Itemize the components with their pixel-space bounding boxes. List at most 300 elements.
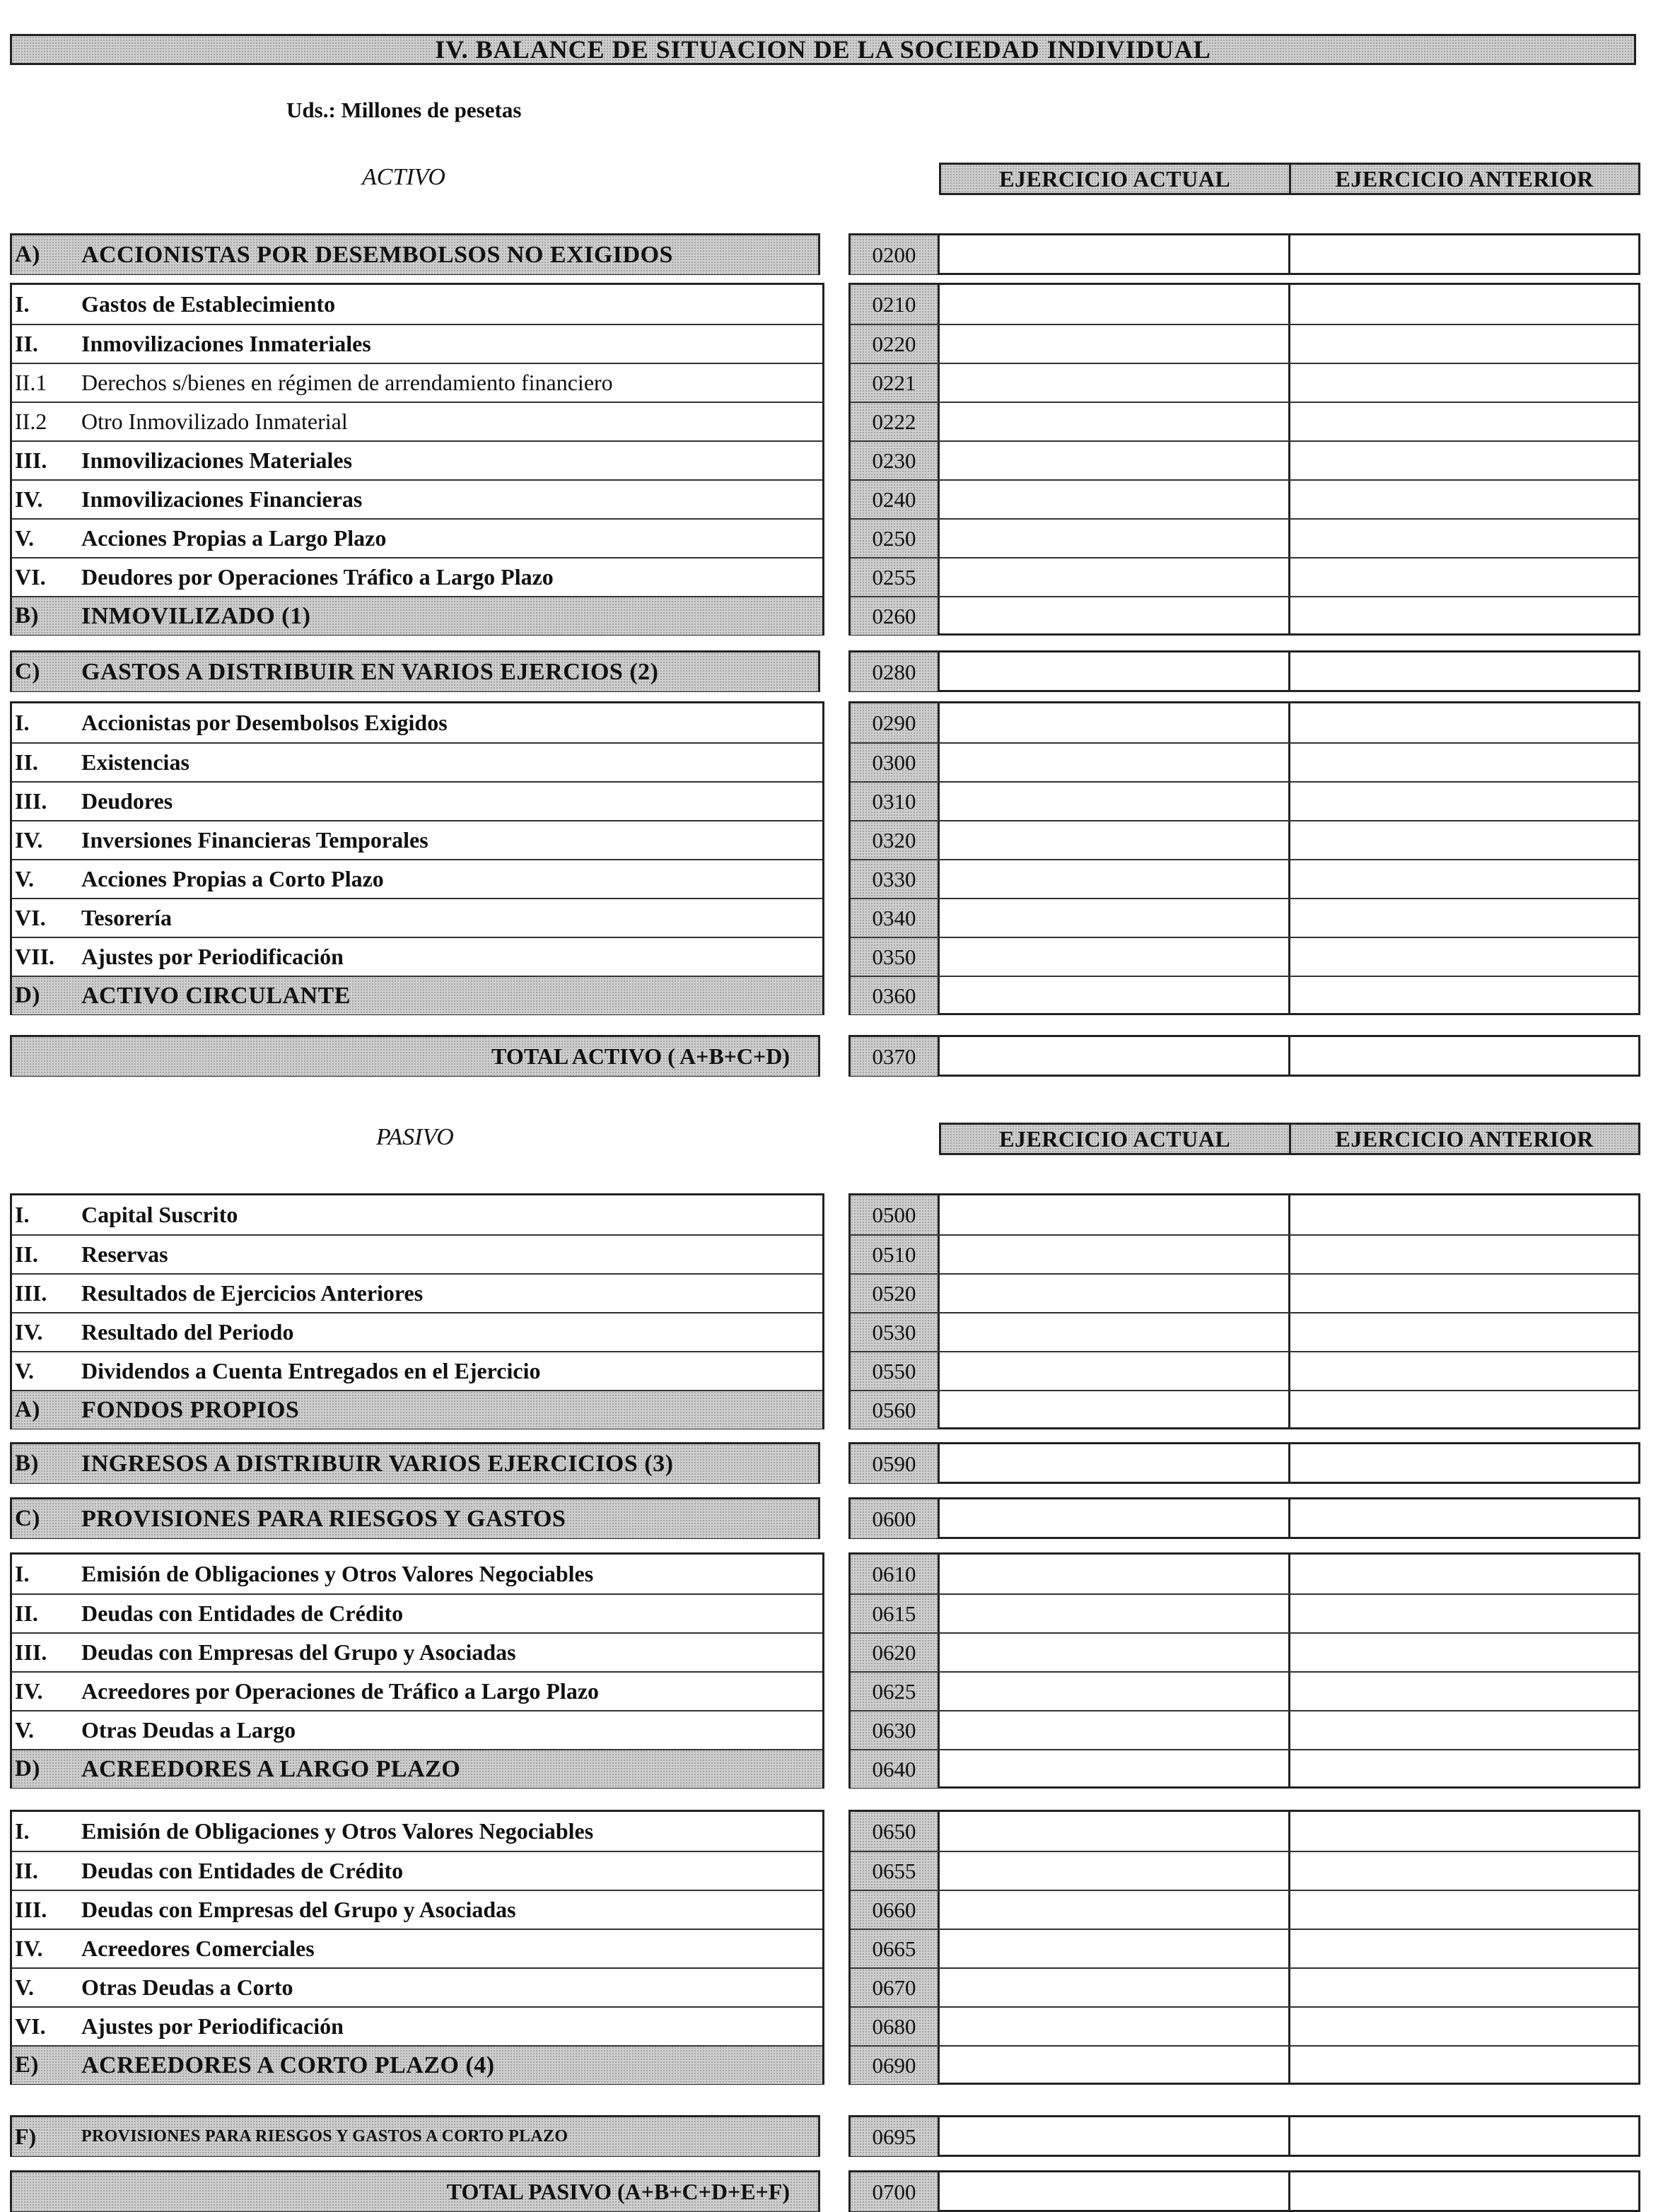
pasivo-value-block bbox=[848, 1442, 1640, 1484]
activo-label-block bbox=[10, 233, 820, 275]
line-item-row bbox=[12, 781, 822, 820]
value-row bbox=[851, 898, 1638, 937]
ejercicio-actual-cell[interactable] bbox=[940, 1812, 1288, 1851]
ejercicio-anterior-cell[interactable] bbox=[1288, 1236, 1639, 1273]
ejercicio-anterior-cell[interactable] bbox=[1288, 1275, 1639, 1312]
ejercicio-actual-cell[interactable] bbox=[940, 2008, 1288, 2045]
line-code: 0340 bbox=[851, 899, 940, 937]
line-item-number: B) bbox=[15, 603, 39, 628]
value-row bbox=[851, 440, 1638, 479]
ejercicio-anterior-cell[interactable] bbox=[1288, 783, 1639, 820]
line-item-row bbox=[12, 402, 822, 440]
line-item-label: Deudores bbox=[81, 788, 173, 814]
ejercicio-anterior-cell[interactable] bbox=[1288, 899, 1639, 937]
line-item-label: INGRESOS A DISTRIBUIR VARIOS EJERCICIOS (3) bbox=[81, 1450, 674, 1477]
ejercicio-anterior-cell[interactable] bbox=[1288, 703, 1639, 742]
ejercicio-actual-cell[interactable] bbox=[940, 1930, 1288, 1967]
ejercicio-actual-cell[interactable] bbox=[940, 938, 1288, 976]
line-item-number: D) bbox=[15, 983, 40, 1008]
activo-label-block bbox=[10, 701, 824, 1015]
line-item-label: Resultados de Ejercicios Anteriores bbox=[81, 1280, 424, 1306]
ejercicio-actual-cell[interactable] bbox=[940, 1852, 1288, 1890]
ejercicio-anterior-cell[interactable] bbox=[1288, 977, 1639, 1014]
ejercicio-anterior-cell[interactable] bbox=[1288, 1595, 1639, 1632]
line-item-label: Inmovilizaciones Materiales bbox=[81, 447, 353, 473]
line-code: 0510 bbox=[851, 1236, 940, 1273]
value-row bbox=[851, 1037, 1638, 1076]
col-ejercicio-actual: EJERCICIO ACTUAL bbox=[941, 1125, 1289, 1153]
pasivo-value-block bbox=[848, 1552, 1640, 1789]
ejercicio-actual-cell[interactable] bbox=[940, 1313, 1288, 1351]
line-item-number: IV. bbox=[15, 486, 43, 512]
value-row bbox=[851, 2172, 1638, 2211]
ejercicio-anterior-cell[interactable] bbox=[1288, 235, 1639, 274]
ejercicio-anterior-cell[interactable] bbox=[1288, 653, 1639, 691]
line-item-number: II.2 bbox=[15, 409, 47, 434]
line-item-label: ACCIONISTAS POR DESEMBOLSOS NO EXIGIDOS bbox=[81, 241, 673, 268]
ejercicio-actual-cell[interactable] bbox=[940, 2047, 1288, 2084]
value-row bbox=[851, 285, 1638, 324]
line-item-row bbox=[12, 898, 822, 937]
line-item-row bbox=[12, 1499, 818, 1538]
ejercicio-actual-cell[interactable] bbox=[940, 1391, 1288, 1429]
line-item-number: III. bbox=[15, 1280, 47, 1306]
line-item-label: Emisión de Obligaciones y Otros Valores Negociables bbox=[81, 1818, 594, 1844]
line-code: 0370 bbox=[851, 1037, 940, 1076]
line-item-label: FONDOS PROPIOS bbox=[81, 1396, 300, 1423]
line-item-label: Reservas bbox=[81, 1241, 168, 1267]
ejercicio-anterior-cell[interactable] bbox=[1288, 558, 1639, 596]
ejercicio-anterior-cell[interactable] bbox=[1288, 597, 1639, 635]
ejercicio-actual-cell[interactable] bbox=[940, 597, 1288, 635]
line-code: 0320 bbox=[851, 821, 940, 859]
line-item-number: IV. bbox=[15, 1678, 43, 1704]
line-item-number: II. bbox=[15, 1241, 38, 1267]
line-item-row bbox=[12, 937, 822, 976]
value-row bbox=[851, 1593, 1638, 1632]
line-code: 0250 bbox=[851, 520, 940, 557]
pasivo-label-block bbox=[10, 2170, 820, 2212]
line-code: 0210 bbox=[851, 285, 940, 324]
line-item-number: B) bbox=[15, 1451, 39, 1476]
value-row bbox=[851, 479, 1638, 518]
line-code: 0520 bbox=[851, 1275, 940, 1312]
line-code: 0260 bbox=[851, 597, 940, 635]
line-code: 0255 bbox=[851, 558, 940, 596]
line-item-row bbox=[12, 1195, 822, 1234]
pasivo-label-block bbox=[10, 2115, 820, 2157]
line-item-label: Dividendos a Cuenta Entregados en el Ejercicio bbox=[81, 1358, 541, 1383]
line-item-label: Acreedores Comerciales bbox=[81, 1936, 315, 1961]
ejercicio-actual-cell[interactable] bbox=[940, 2117, 1288, 2156]
line-item-row bbox=[12, 1632, 822, 1671]
ejercicio-anterior-cell[interactable] bbox=[1288, 2047, 1639, 2084]
value-row bbox=[851, 596, 1638, 635]
line-item-label: Gastos de Establecimiento bbox=[81, 291, 336, 317]
value-row bbox=[851, 1749, 1638, 1788]
line-item-row bbox=[12, 653, 818, 691]
line-item-number: E) bbox=[15, 2052, 39, 2078]
ejercicio-actual-cell[interactable] bbox=[940, 1711, 1288, 1749]
pasivo-label-block bbox=[10, 1193, 824, 1429]
line-item-label: PROVISIONES PARA RIESGOS Y GASTOS A CORTO PLAZO bbox=[81, 2127, 568, 2146]
ejercicio-actual-cell[interactable] bbox=[940, 860, 1288, 898]
line-item-row bbox=[12, 2006, 822, 2045]
line-item-number: I. bbox=[15, 1818, 30, 1844]
line-item-label: Deudas con Entidades de Crédito bbox=[81, 1601, 404, 1626]
activo-value-block bbox=[848, 650, 1640, 692]
line-item-row bbox=[12, 557, 822, 596]
line-item-row bbox=[12, 285, 822, 324]
value-row bbox=[851, 518, 1638, 557]
ejercicio-anterior-cell[interactable] bbox=[1288, 1673, 1639, 1710]
ejercicio-actual-cell[interactable] bbox=[940, 744, 1288, 781]
line-item-number: II. bbox=[15, 749, 38, 775]
value-row bbox=[851, 1967, 1638, 2006]
line-item-label: Accionistas por Desembolsos Exigidos bbox=[81, 710, 448, 735]
ejercicio-actual-cell[interactable] bbox=[940, 1891, 1288, 1929]
activo-value-block bbox=[848, 701, 1640, 1015]
value-row bbox=[851, 859, 1638, 898]
line-code: 0222 bbox=[851, 403, 940, 440]
ejercicio-anterior-cell[interactable] bbox=[1288, 2117, 1639, 2156]
line-item-label: Acciones Propias a Corto Plazo bbox=[81, 866, 384, 891]
activo-value-block bbox=[848, 1035, 1640, 1077]
line-code: 0330 bbox=[851, 860, 940, 898]
line-item-row bbox=[12, 1234, 822, 1273]
ejercicio-actual-cell[interactable] bbox=[940, 1499, 1288, 1538]
ejercicio-anterior-cell[interactable] bbox=[1288, 1852, 1639, 1890]
ejercicio-actual-cell[interactable] bbox=[940, 821, 1288, 859]
pasivo-label-block bbox=[10, 1497, 820, 1539]
line-item-label: INMOVILIZADO (1) bbox=[81, 602, 311, 629]
line-item-row bbox=[12, 859, 822, 898]
ejercicio-anterior-cell[interactable] bbox=[1288, 364, 1639, 402]
value-row bbox=[851, 1812, 1638, 1851]
ejercicio-actual-cell[interactable] bbox=[940, 1195, 1288, 1234]
line-item-label: Inmovilizaciones Inmateriales bbox=[81, 331, 371, 356]
line-item-label: Capital Suscrito bbox=[81, 1202, 238, 1227]
value-row bbox=[851, 2117, 1638, 2156]
line-item-row bbox=[12, 1444, 818, 1483]
line-item-number: IV. bbox=[15, 1319, 43, 1345]
ejercicio-anterior-cell[interactable] bbox=[1288, 1391, 1639, 1429]
ejercicio-anterior-cell[interactable] bbox=[1288, 1812, 1639, 1851]
line-item-label: Deudas con Empresas del Grupo y Asociadas bbox=[81, 1897, 516, 1922]
line-code: 0615 bbox=[851, 1595, 940, 1632]
activo-value-block bbox=[848, 233, 1640, 275]
ejercicio-actual-cell[interactable] bbox=[940, 1275, 1288, 1312]
ejercicio-actual-cell[interactable] bbox=[940, 285, 1288, 324]
ejercicio-actual-cell[interactable] bbox=[940, 1037, 1288, 1076]
line-item-number: VII. bbox=[15, 944, 55, 969]
line-item-number: VI. bbox=[15, 564, 46, 590]
col-ejercicio-anterior: EJERCICIO ANTERIOR bbox=[1289, 1125, 1639, 1153]
line-item-label: TOTAL PASIVO (A+B+C+D+E+F) bbox=[446, 2179, 790, 2204]
line-item-row bbox=[12, 235, 818, 274]
line-item-row bbox=[12, 820, 822, 859]
ejercicio-actual-cell[interactable] bbox=[940, 1595, 1288, 1632]
value-row bbox=[851, 1195, 1638, 1234]
ejercicio-actual-cell[interactable] bbox=[940, 977, 1288, 1014]
line-item-number: IV. bbox=[15, 1936, 43, 1961]
line-code: 0640 bbox=[851, 1750, 940, 1788]
line-item-number: F) bbox=[15, 2124, 37, 2149]
line-item-label: Derechos s/bienes en régimen de arrendamiento financiero bbox=[81, 370, 613, 395]
line-item-number: C) bbox=[15, 1506, 40, 1531]
value-row bbox=[851, 937, 1638, 976]
line-item-number: V. bbox=[15, 866, 34, 891]
ejercicio-anterior-cell[interactable] bbox=[1288, 403, 1639, 440]
value-row bbox=[851, 703, 1638, 742]
line-item-number: II.1 bbox=[15, 370, 47, 395]
line-code: 0240 bbox=[851, 481, 940, 518]
line-item-row bbox=[12, 440, 822, 479]
value-row bbox=[851, 557, 1638, 596]
line-item-number: III. bbox=[15, 447, 47, 473]
ejercicio-actual-cell[interactable] bbox=[940, 2172, 1288, 2211]
ejercicio-actual-cell[interactable] bbox=[940, 558, 1288, 596]
line-item-row bbox=[12, 1555, 822, 1593]
line-item-number: V. bbox=[15, 525, 34, 551]
line-item-number: D) bbox=[15, 1756, 40, 1781]
line-item-row bbox=[12, 1273, 822, 1312]
activo-label-block bbox=[10, 283, 824, 636]
line-item-row bbox=[12, 742, 822, 781]
ejercicio-actual-cell[interactable] bbox=[940, 1444, 1288, 1483]
pasivo-value-block bbox=[848, 1193, 1640, 1429]
ejercicio-actual-cell[interactable] bbox=[940, 1352, 1288, 1390]
line-item-row bbox=[12, 1929, 822, 1967]
pasivo-label-block bbox=[10, 1442, 820, 1484]
line-code: 0221 bbox=[851, 364, 940, 402]
line-code: 0690 bbox=[851, 2047, 940, 2084]
line-code: 0350 bbox=[851, 938, 940, 976]
ejercicio-actual-cell[interactable] bbox=[940, 364, 1288, 402]
line-item-number: III. bbox=[15, 1639, 47, 1665]
line-item-label: TOTAL ACTIVO ( A+B+C+D) bbox=[491, 1043, 790, 1069]
ejercicio-anterior-cell[interactable] bbox=[1288, 1499, 1639, 1538]
value-row bbox=[851, 1710, 1638, 1749]
ejercicio-anterior-cell[interactable] bbox=[1288, 1195, 1639, 1234]
pasivo-column-headers bbox=[939, 1123, 1640, 1155]
line-code: 0700 bbox=[851, 2172, 940, 2211]
ejercicio-anterior-cell[interactable] bbox=[1288, 744, 1639, 781]
line-code: 0230 bbox=[851, 442, 940, 479]
line-item-number: II. bbox=[15, 331, 38, 356]
ejercicio-anterior-cell[interactable] bbox=[1288, 325, 1639, 363]
col-ejercicio-anterior: EJERCICIO ANTERIOR bbox=[1289, 165, 1639, 193]
ejercicio-anterior-cell[interactable] bbox=[1288, 1313, 1639, 1351]
line-code: 0610 bbox=[851, 1555, 940, 1593]
pasivo-heading: PASIVO bbox=[376, 1124, 454, 1150]
line-code: 0500 bbox=[851, 1195, 940, 1234]
line-item-label: Ajustes por Periodificación bbox=[81, 944, 344, 969]
ejercicio-actual-cell[interactable] bbox=[940, 899, 1288, 937]
col-ejercicio-actual: EJERCICIO ACTUAL bbox=[941, 165, 1289, 193]
line-item-number: II. bbox=[15, 1601, 38, 1626]
line-item-number: I. bbox=[15, 1561, 30, 1586]
ejercicio-anterior-cell[interactable] bbox=[1288, 1969, 1639, 2006]
value-row bbox=[851, 1499, 1638, 1538]
value-row bbox=[851, 1351, 1638, 1390]
line-item-row bbox=[12, 1890, 822, 1929]
value-row bbox=[851, 781, 1638, 820]
line-code: 0620 bbox=[851, 1634, 940, 1671]
line-code: 0560 bbox=[851, 1391, 940, 1429]
line-item-row bbox=[12, 1390, 822, 1429]
ejercicio-anterior-cell[interactable] bbox=[1288, 1444, 1639, 1483]
ejercicio-actual-cell[interactable] bbox=[940, 325, 1288, 363]
value-row bbox=[851, 1851, 1638, 1890]
line-item-label: ACTIVO CIRCULANTE bbox=[81, 982, 351, 1009]
line-item-label: Inmovilizaciones Financieras bbox=[81, 486, 363, 512]
value-row bbox=[851, 742, 1638, 781]
line-item-number: V. bbox=[15, 1358, 34, 1383]
ejercicio-anterior-cell[interactable] bbox=[1288, 821, 1639, 859]
ejercicio-anterior-cell[interactable] bbox=[1288, 1930, 1639, 1967]
value-row bbox=[851, 324, 1638, 363]
ejercicio-anterior-cell[interactable] bbox=[1288, 1711, 1639, 1749]
line-item-number: I. bbox=[15, 1202, 30, 1227]
line-code: 0665 bbox=[851, 1930, 940, 1967]
value-row bbox=[851, 363, 1638, 402]
value-row bbox=[851, 820, 1638, 859]
ejercicio-anterior-cell[interactable] bbox=[1288, 1750, 1639, 1788]
line-code: 0630 bbox=[851, 1711, 940, 1749]
activo-label-block bbox=[10, 650, 820, 692]
line-item-label: GASTOS A DISTRIBUIR EN VARIOS EJERCIOS (2) bbox=[81, 658, 659, 685]
line-item-row bbox=[12, 2117, 818, 2156]
line-item-number: C) bbox=[15, 659, 40, 684]
line-item-number: II. bbox=[15, 1858, 38, 1883]
ejercicio-actual-cell[interactable] bbox=[940, 1555, 1288, 1593]
value-row bbox=[851, 976, 1638, 1014]
line-item-label: ACREEDORES A CORTO PLAZO (4) bbox=[81, 2052, 495, 2078]
line-item-row bbox=[12, 1851, 822, 1890]
line-item-number: A) bbox=[15, 242, 40, 267]
activo-column-headers bbox=[939, 163, 1640, 195]
ejercicio-actual-cell[interactable] bbox=[940, 653, 1288, 691]
ejercicio-actual-cell[interactable] bbox=[940, 1969, 1288, 2006]
ejercicio-anterior-cell[interactable] bbox=[1288, 285, 1639, 324]
line-code: 0290 bbox=[851, 703, 940, 742]
line-item-row bbox=[12, 1312, 822, 1351]
ejercicio-actual-cell[interactable] bbox=[940, 235, 1288, 274]
pasivo-label-block bbox=[10, 1810, 824, 2085]
ejercicio-anterior-cell[interactable] bbox=[1288, 442, 1639, 479]
ejercicio-actual-cell[interactable] bbox=[940, 520, 1288, 557]
line-code: 0280 bbox=[851, 653, 940, 691]
line-item-label: Resultado del Periodo bbox=[81, 1319, 294, 1345]
ejercicio-actual-cell[interactable] bbox=[940, 442, 1288, 479]
line-code: 0655 bbox=[851, 1852, 940, 1890]
line-item-number: I. bbox=[15, 710, 30, 735]
line-item-label: Otras Deudas a Corto bbox=[81, 1974, 293, 2000]
ejercicio-anterior-cell[interactable] bbox=[1288, 1555, 1639, 1593]
ejercicio-actual-cell[interactable] bbox=[940, 1634, 1288, 1671]
line-item-label: Otras Deudas a Largo bbox=[81, 1717, 296, 1743]
pasivo-value-block bbox=[848, 2115, 1640, 2157]
line-code: 0310 bbox=[851, 783, 940, 820]
ejercicio-anterior-cell[interactable] bbox=[1288, 1352, 1639, 1390]
line-item-row bbox=[12, 479, 822, 518]
value-row bbox=[851, 1234, 1638, 1273]
ejercicio-actual-cell[interactable] bbox=[940, 481, 1288, 518]
ejercicio-anterior-cell[interactable] bbox=[1288, 481, 1639, 518]
ejercicio-anterior-cell[interactable] bbox=[1288, 938, 1639, 976]
pasivo-label-block bbox=[10, 1552, 824, 1789]
line-item-number: V. bbox=[15, 1974, 34, 2000]
line-item-row bbox=[12, 596, 822, 635]
value-row bbox=[851, 1312, 1638, 1351]
ejercicio-actual-cell[interactable] bbox=[940, 1750, 1288, 1788]
ejercicio-anterior-cell[interactable] bbox=[1288, 1037, 1639, 1076]
ejercicio-anterior-cell[interactable] bbox=[1288, 1634, 1639, 1671]
ejercicio-anterior-cell[interactable] bbox=[1288, 860, 1639, 898]
line-code: 0360 bbox=[851, 977, 940, 1014]
line-item-label: Acreedores por Operaciones de Tráfico a Largo Plazo bbox=[81, 1678, 600, 1704]
value-row bbox=[851, 1444, 1638, 1483]
value-row bbox=[851, 1555, 1638, 1593]
value-row bbox=[851, 402, 1638, 440]
line-item-number: VI. bbox=[15, 905, 46, 930]
line-item-label: Inversiones Financieras Temporales bbox=[81, 827, 428, 853]
line-item-row bbox=[12, 703, 822, 742]
line-code: 0220 bbox=[851, 325, 940, 363]
value-row bbox=[851, 1273, 1638, 1312]
line-item-row bbox=[12, 363, 822, 402]
line-item-row bbox=[12, 1671, 822, 1710]
line-item-number: III. bbox=[15, 788, 47, 814]
ejercicio-anterior-cell[interactable] bbox=[1288, 1891, 1639, 1929]
ejercicio-actual-cell[interactable] bbox=[940, 1673, 1288, 1710]
line-item-number: VI. bbox=[15, 2013, 46, 2039]
line-item-label: Existencias bbox=[81, 749, 189, 775]
value-row bbox=[851, 653, 1638, 691]
value-row bbox=[851, 2006, 1638, 2045]
ejercicio-actual-cell[interactable] bbox=[940, 703, 1288, 742]
line-item-number: V. bbox=[15, 1717, 34, 1743]
ejercicio-anterior-cell[interactable] bbox=[1288, 2008, 1639, 2045]
line-item-row bbox=[12, 1749, 822, 1788]
line-item-label: ACREEDORES A LARGO PLAZO bbox=[81, 1755, 461, 1782]
units-note: Uds.: Millones de pesetas bbox=[286, 98, 522, 122]
value-row bbox=[851, 235, 1638, 274]
pasivo-value-block bbox=[848, 1497, 1640, 1539]
line-item-number: III. bbox=[15, 1897, 47, 1922]
ejercicio-anterior-cell[interactable] bbox=[1288, 2172, 1639, 2211]
ejercicio-actual-cell[interactable] bbox=[940, 403, 1288, 440]
line-code: 0600 bbox=[851, 1499, 940, 1538]
line-item-row bbox=[12, 1351, 822, 1390]
page-title: IV. BALANCE DE SITUACION DE LA SOCIEDAD INDIVIDUAL bbox=[10, 34, 1636, 65]
line-code: 0625 bbox=[851, 1673, 940, 1710]
activo-heading: ACTIVO bbox=[362, 164, 445, 190]
line-item-label: Deudores por Operaciones Tráfico a Largo Plazo bbox=[81, 564, 554, 590]
ejercicio-actual-cell[interactable] bbox=[940, 1236, 1288, 1273]
line-item-row bbox=[12, 324, 822, 363]
line-code: 0660 bbox=[851, 1891, 940, 1929]
line-item-number: IV. bbox=[15, 827, 43, 853]
line-item-row bbox=[12, 1037, 818, 1076]
value-row bbox=[851, 1890, 1638, 1929]
ejercicio-actual-cell[interactable] bbox=[940, 783, 1288, 820]
ejercicio-anterior-cell[interactable] bbox=[1288, 520, 1639, 557]
line-item-row bbox=[12, 1967, 822, 2006]
line-item-label: Otro Inmovilizado Inmaterial bbox=[81, 409, 348, 434]
line-code: 0530 bbox=[851, 1313, 940, 1351]
